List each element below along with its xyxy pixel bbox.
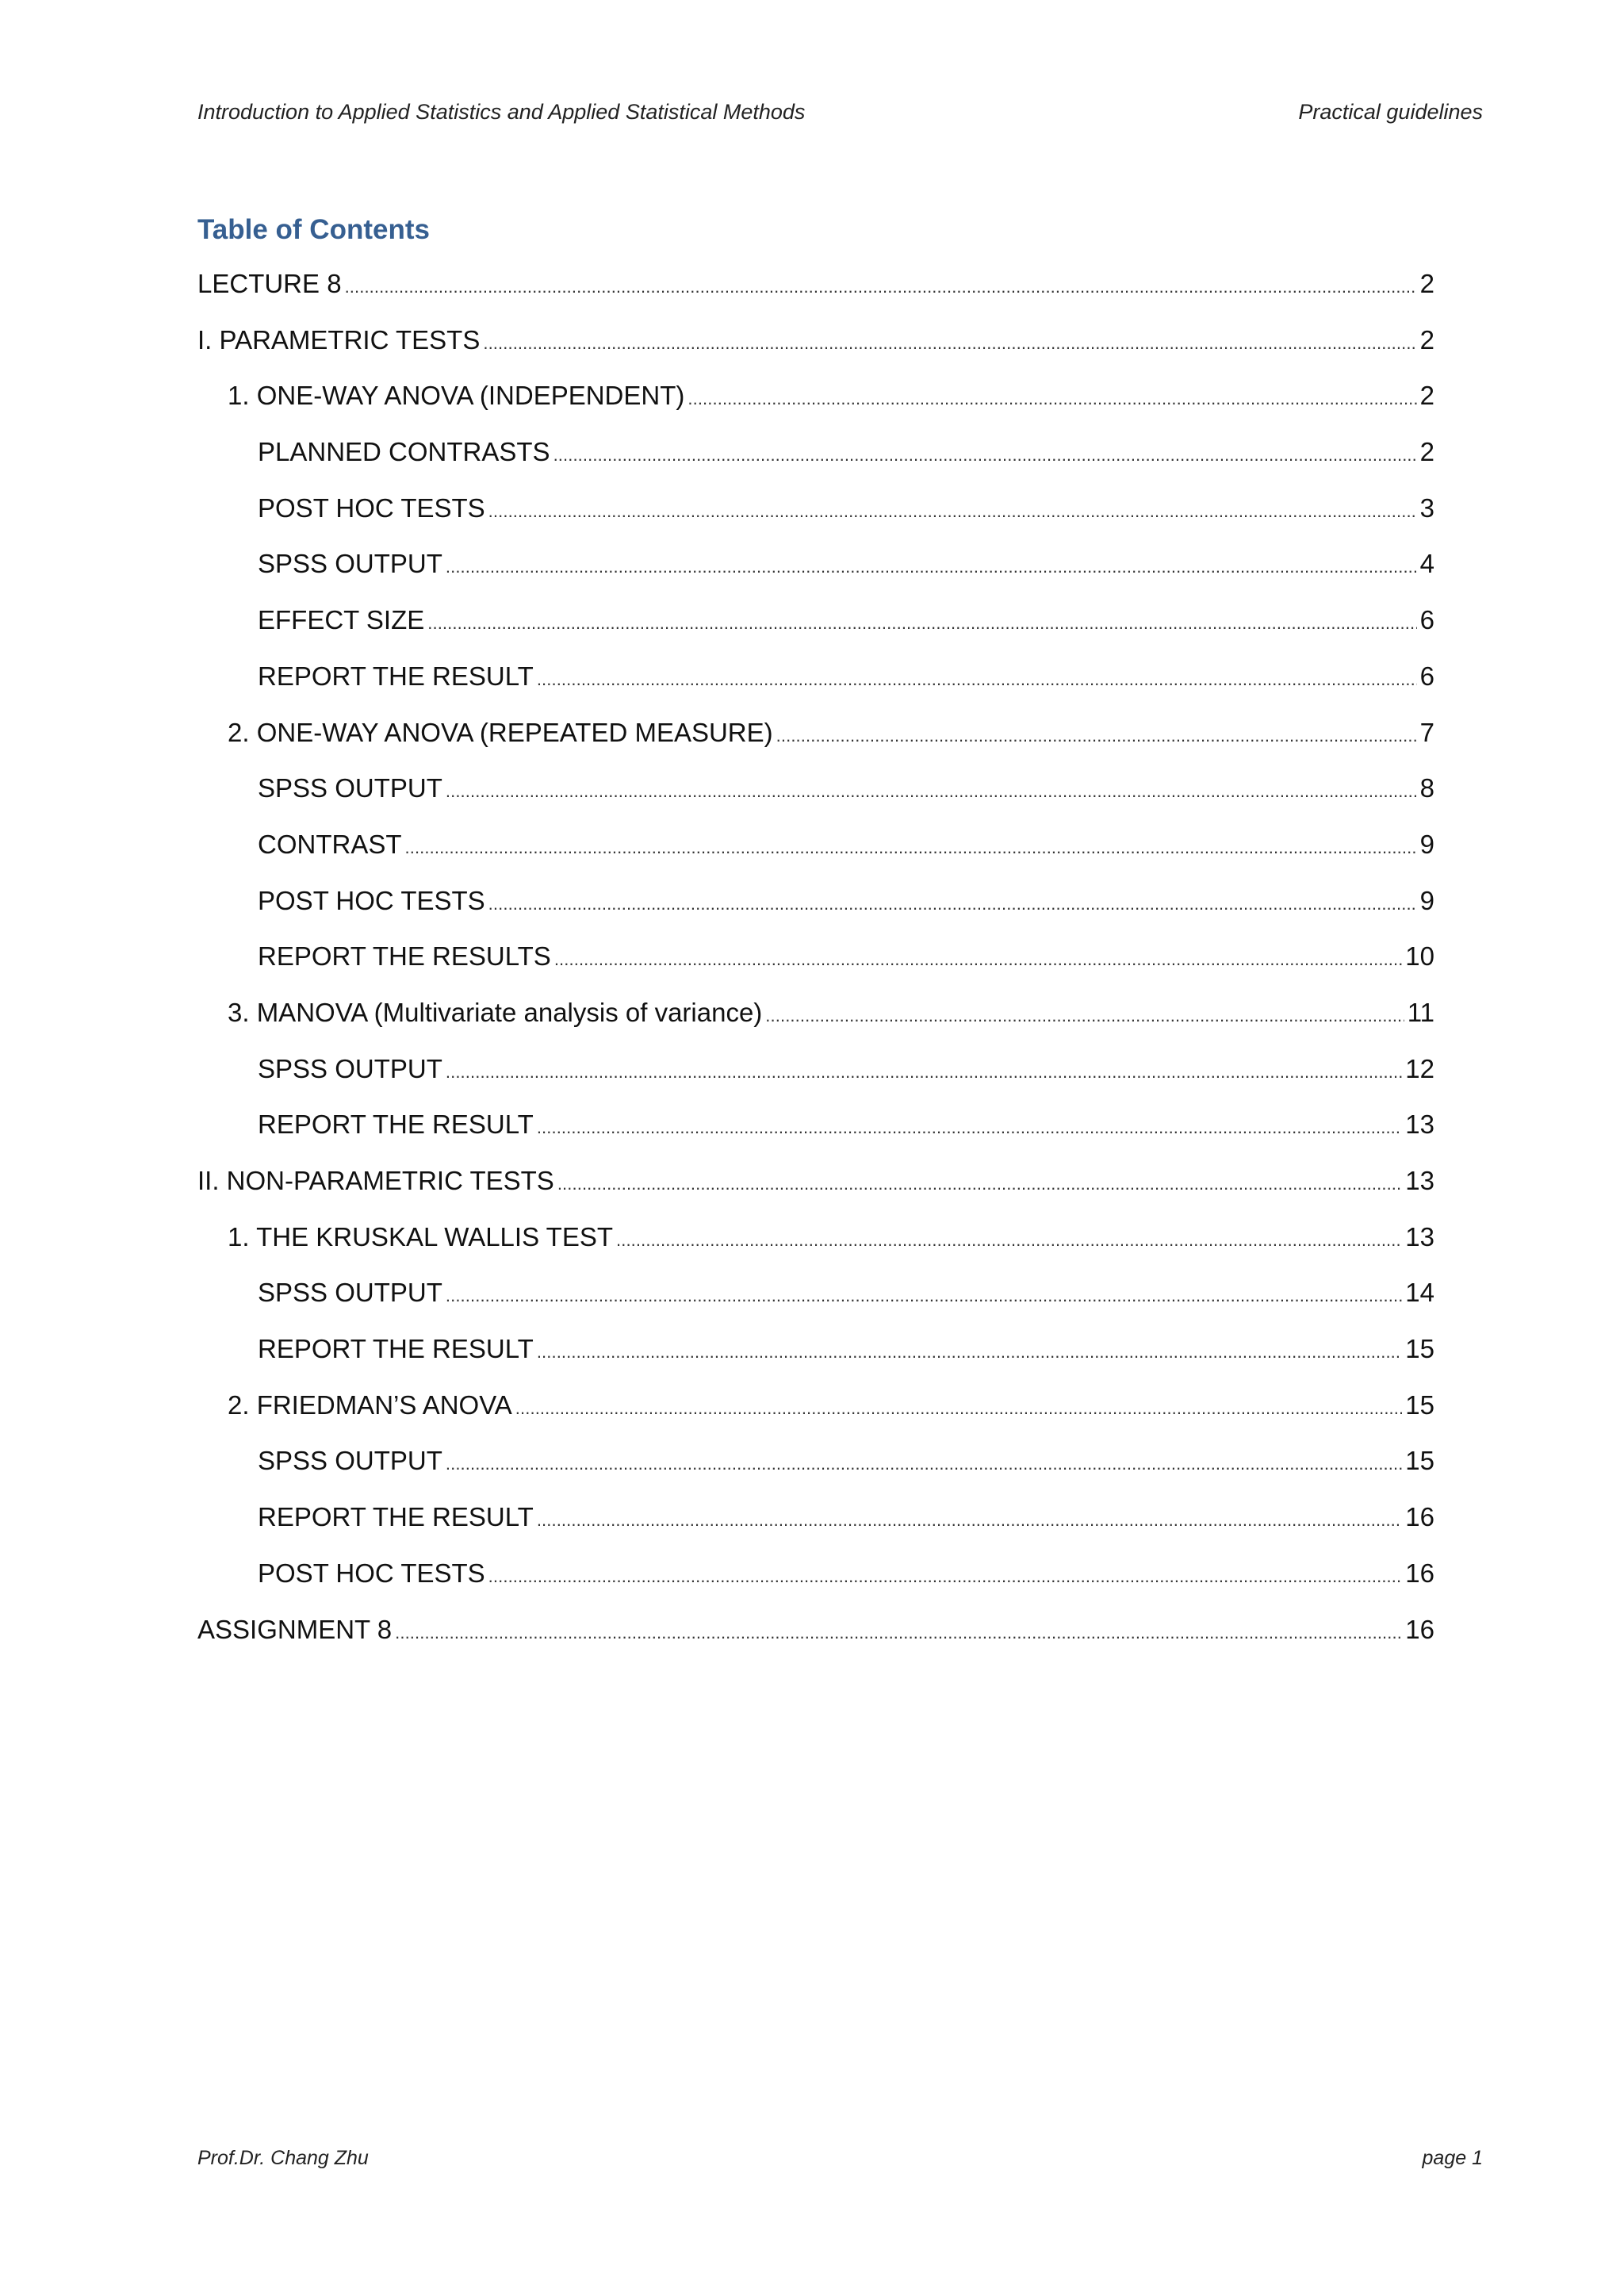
toc-dot-leader — [515, 1388, 1402, 1426]
toc-entry-page: 2 — [1419, 269, 1434, 298]
toc-entry[interactable] — [197, 323, 1434, 379]
toc-entry[interactable] — [197, 1107, 1434, 1163]
toc-entry[interactable] — [197, 659, 1434, 715]
toc-entry[interactable] — [197, 1220, 1434, 1276]
toc-entry-label: 2. FRIEDMAN’S ANOVA — [228, 1389, 512, 1420]
toc-entry-page: 7 — [1419, 717, 1434, 747]
toc-entry-label: 2. ONE-WAY ANOVA (REPEATED MEASURE) — [228, 717, 773, 747]
toc-entry[interactable] — [197, 1275, 1434, 1332]
toc-entry[interactable] — [197, 1556, 1434, 1612]
toc-entry-page: 16 — [1405, 1558, 1434, 1588]
toc-entry-label: REPORT THE RESULT — [258, 661, 534, 691]
toc-dot-leader — [776, 715, 1417, 753]
toc-entry-label: ASSIGNMENT 8 — [197, 1614, 393, 1644]
toc-dot-leader — [557, 1163, 1402, 1202]
toc-dot-leader — [405, 827, 1417, 865]
toc-entry-label: REPORT THE RESULT — [258, 1502, 534, 1532]
running-header-section: Practical guidelines — [1298, 100, 1483, 124]
toc-entry-label: EFFECT SIZE — [258, 605, 425, 635]
toc-entry-page: 8 — [1419, 773, 1434, 803]
toc-entry-page: 3 — [1419, 493, 1434, 523]
toc-entry[interactable] — [197, 995, 1434, 1052]
toc-dot-leader — [488, 1556, 1403, 1594]
toc-entry-label: SPSS OUTPUT — [258, 1053, 442, 1083]
toc-entry-page: 14 — [1405, 1278, 1434, 1308]
toc-entry-label: II. NON-PARAMETRIC TESTS — [197, 1166, 554, 1195]
toc-entry-label: REPORT THE RESULTS — [258, 941, 551, 972]
toc-entry[interactable] — [197, 771, 1434, 827]
table-of-contents — [197, 266, 1434, 1668]
toc-entry[interactable] — [197, 1388, 1434, 1444]
toc-entry-page: 6 — [1419, 605, 1434, 635]
toc-entry-page: 16 — [1405, 1502, 1434, 1532]
toc-dot-leader — [446, 1275, 1402, 1313]
toc-dot-leader — [483, 323, 1416, 361]
toc-entry-page: 15 — [1405, 1446, 1434, 1476]
toc-entry-page: 12 — [1405, 1053, 1434, 1083]
toc-entry-label: 1. THE KRUSKAL WALLIS TEST — [228, 1221, 613, 1251]
toc-entry-label: 3. MANOVA (Multivariate analysis of variance) — [228, 997, 763, 1027]
toc-entry-page: 16 — [1405, 1614, 1434, 1644]
toc-entry[interactable] — [197, 884, 1434, 940]
toc-entry[interactable] — [197, 491, 1434, 547]
toc-entry-page: 13 — [1405, 1166, 1434, 1195]
footer-author: Prof.Dr. Chang Zhu — [197, 2147, 369, 2169]
toc-dot-leader — [345, 266, 1417, 305]
toc-entry-page: 4 — [1419, 549, 1434, 579]
toc-entry-page: 9 — [1419, 885, 1434, 915]
toc-dot-leader — [765, 995, 1404, 1033]
toc-entry-label: I. PARAMETRIC TESTS — [197, 324, 481, 355]
toc-entry-label: SPSS OUTPUT — [258, 549, 442, 579]
toc-dot-leader — [537, 1332, 1402, 1370]
toc-dot-leader — [446, 1052, 1402, 1090]
toc-entry[interactable] — [197, 1443, 1434, 1500]
toc-entry[interactable] — [197, 266, 1434, 323]
running-header-title: Introduction to Applied Statistics and Applied Statistical Methods — [197, 100, 806, 124]
toc-entry-page: 13 — [1405, 1221, 1434, 1251]
toc-entry-label: SPSS OUTPUT — [258, 1446, 442, 1476]
toc-entry[interactable] — [197, 715, 1434, 772]
toc-dot-leader — [553, 435, 1417, 473]
toc-entry-label: REPORT THE RESULT — [258, 1334, 534, 1364]
toc-entry-label: SPSS OUTPUT — [258, 1278, 442, 1308]
toc-entry[interactable] — [197, 1052, 1434, 1108]
toc-dot-leader — [537, 659, 1417, 697]
toc-entry[interactable] — [197, 435, 1434, 491]
toc-entry-page: 10 — [1405, 941, 1434, 972]
toc-heading: Table of Contents — [197, 214, 430, 245]
toc-dot-leader — [554, 939, 1402, 977]
toc-entry-page: 6 — [1419, 661, 1434, 691]
toc-entry[interactable] — [197, 827, 1434, 884]
toc-entry-label: POST HOC TESTS — [258, 1558, 485, 1588]
toc-entry-page: 13 — [1405, 1110, 1434, 1140]
toc-entry-label: POST HOC TESTS — [258, 885, 485, 915]
toc-entry[interactable] — [197, 1163, 1434, 1220]
toc-dot-leader — [537, 1500, 1402, 1538]
toc-entry[interactable] — [197, 378, 1434, 435]
toc-entry-label: 1. ONE-WAY ANOVA (INDEPENDENT) — [228, 381, 685, 411]
toc-entry-label: SPSS OUTPUT — [258, 773, 442, 803]
toc-dot-leader — [446, 1443, 1402, 1481]
toc-dot-leader — [446, 771, 1417, 809]
toc-entry-label: PLANNED CONTRASTS — [258, 437, 550, 467]
toc-entry-page: 15 — [1405, 1389, 1434, 1420]
toc-dot-leader — [395, 1612, 1402, 1650]
toc-entry[interactable] — [197, 1332, 1434, 1388]
toc-entry-page: 11 — [1407, 997, 1434, 1027]
toc-dot-leader — [537, 1107, 1402, 1145]
toc-entry[interactable] — [197, 939, 1434, 995]
toc-entry-label: LECTURE 8 — [197, 269, 342, 298]
toc-dot-leader — [616, 1220, 1402, 1258]
toc-entry-page: 2 — [1419, 381, 1434, 411]
toc-entry-label: POST HOC TESTS — [258, 493, 485, 523]
toc-entry[interactable] — [197, 1612, 1434, 1669]
toc-dot-leader — [446, 546, 1417, 585]
toc-entry-page: 15 — [1405, 1334, 1434, 1364]
toc-entry-label: CONTRAST — [258, 829, 402, 859]
toc-entry-label: REPORT THE RESULT — [258, 1110, 534, 1140]
footer-page-number: page 1 — [1422, 2147, 1483, 2169]
toc-entry[interactable] — [197, 603, 1434, 659]
toc-dot-leader — [488, 491, 1417, 529]
toc-entry[interactable] — [197, 1500, 1434, 1556]
toc-dot-leader — [688, 378, 1416, 416]
toc-dot-leader — [427, 603, 1416, 641]
toc-dot-leader — [488, 884, 1417, 922]
toc-entry[interactable] — [197, 546, 1434, 603]
toc-entry-page: 2 — [1419, 437, 1434, 467]
toc-entry-page: 9 — [1419, 829, 1434, 859]
toc-entry-page: 2 — [1419, 324, 1434, 355]
